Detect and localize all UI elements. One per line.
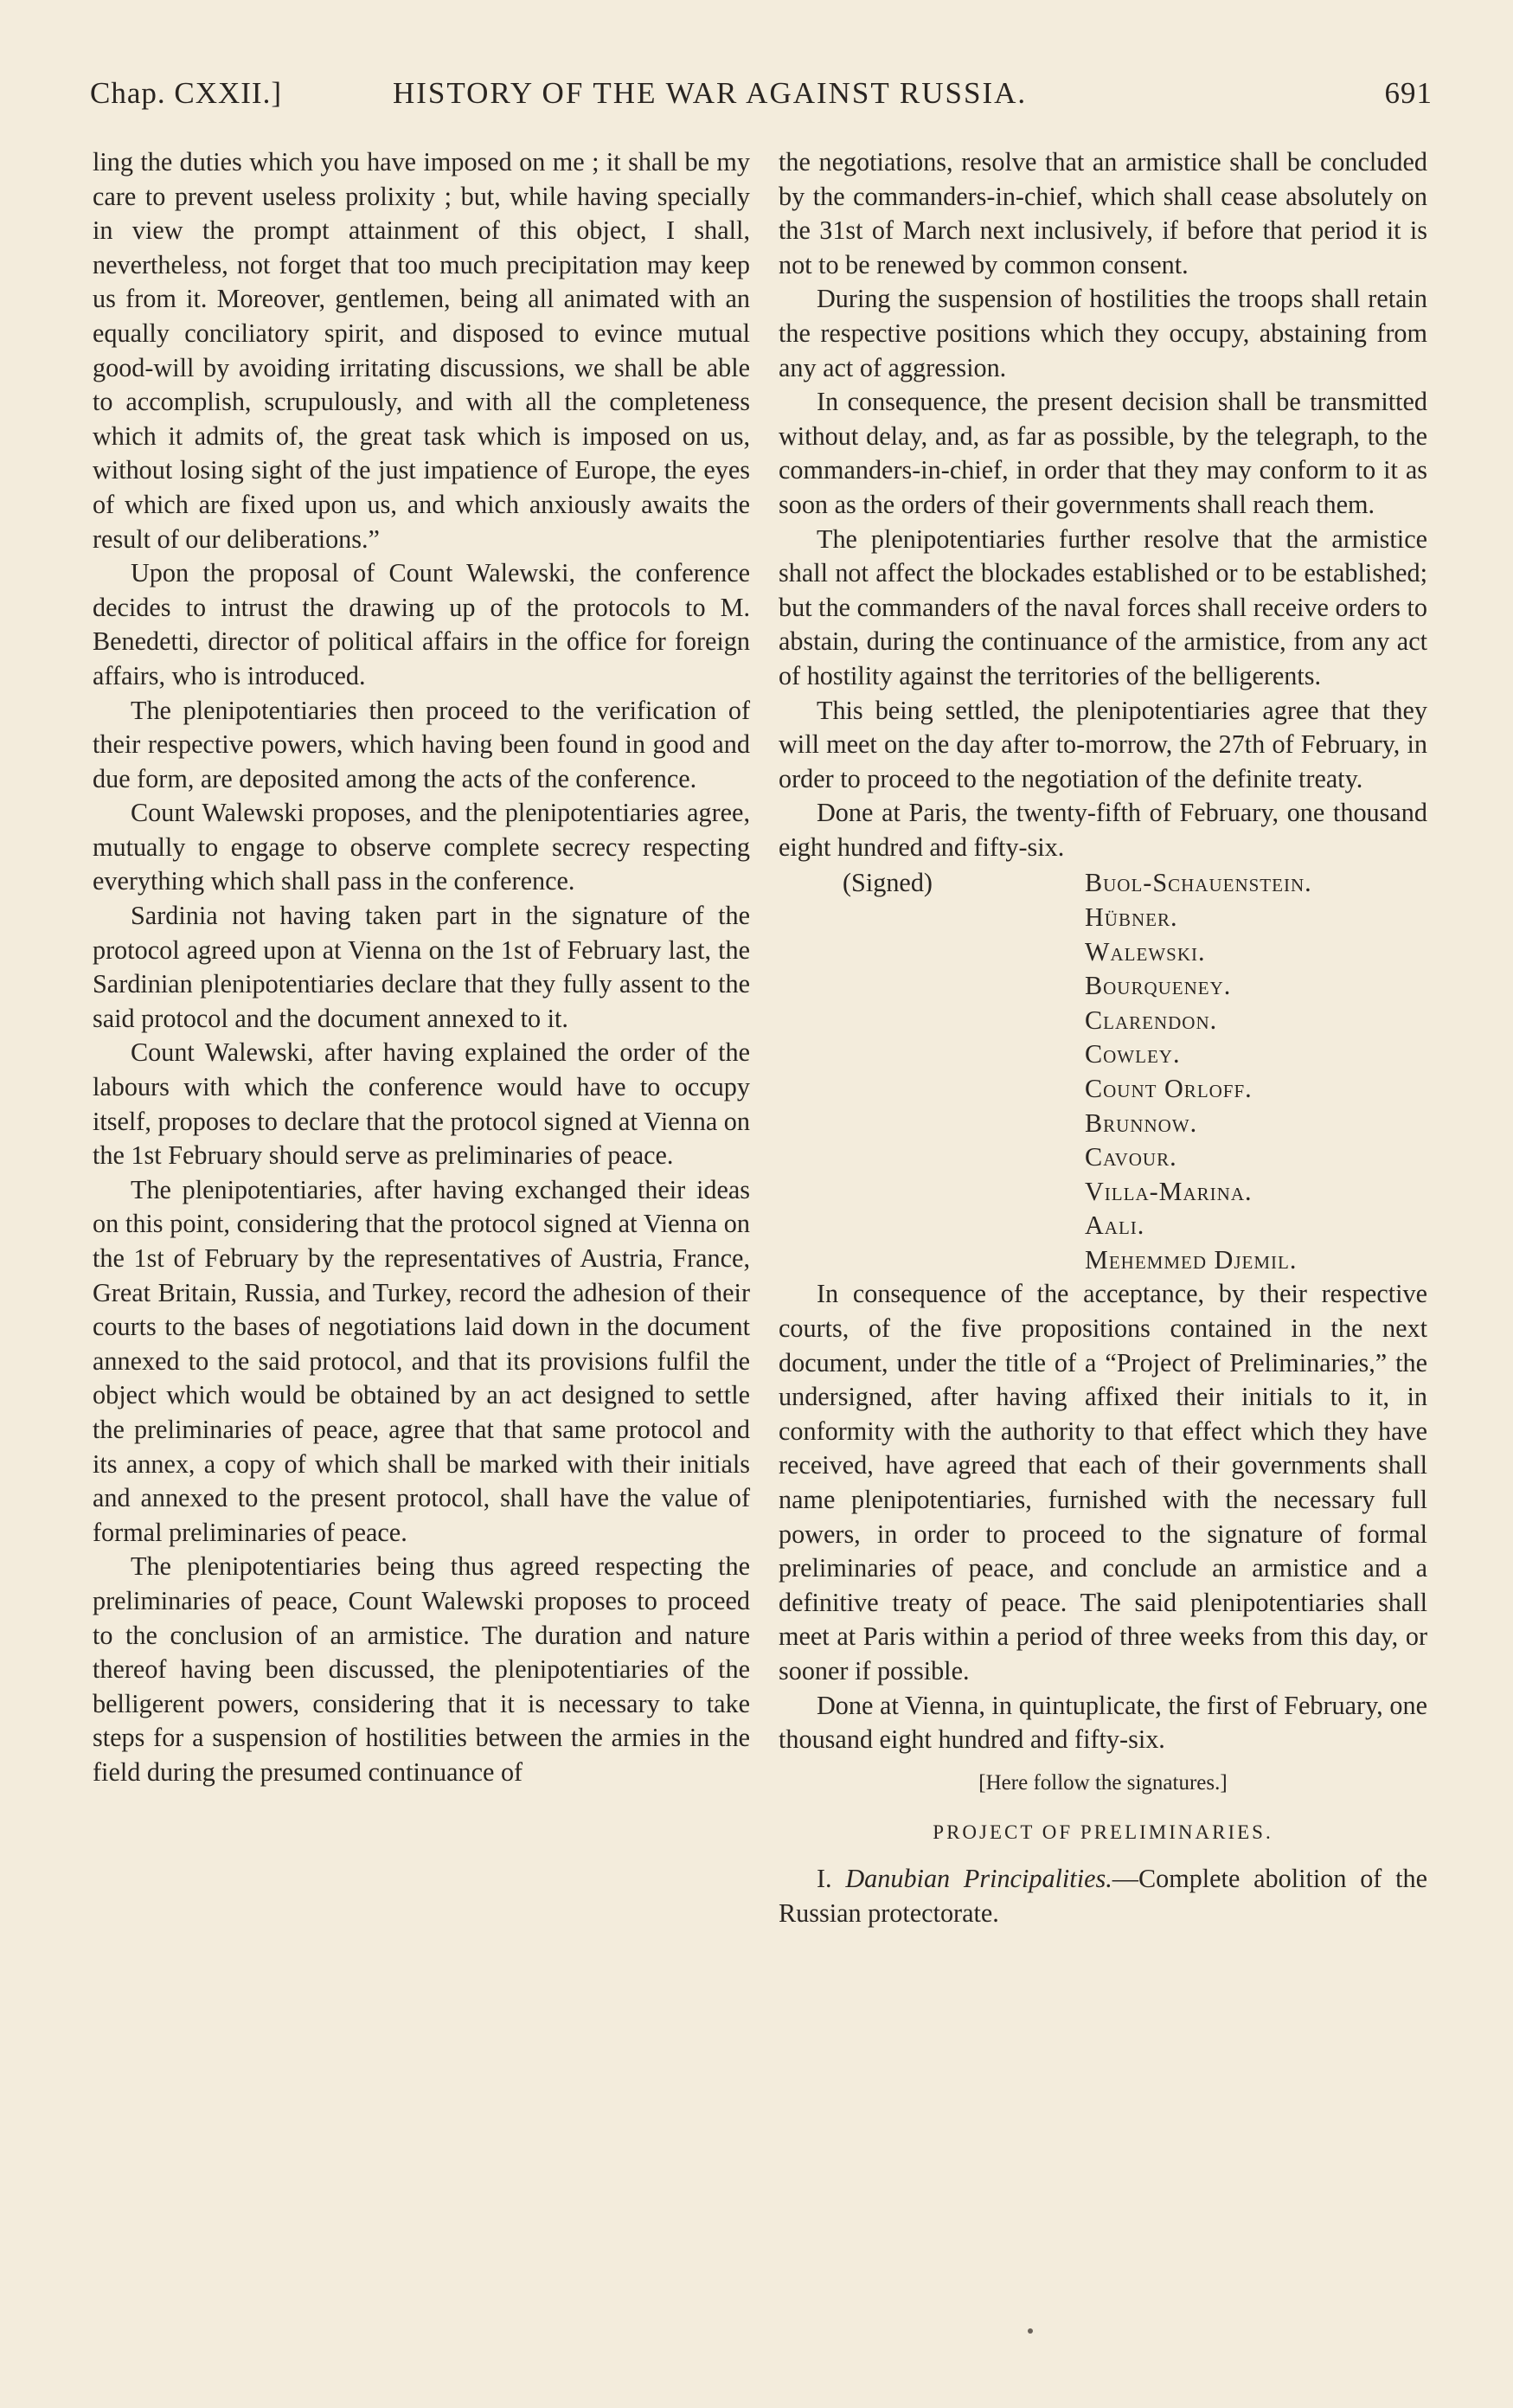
chapter-label: Chap. CXXII.] (90, 76, 282, 110)
running-title: HISTORY OF THE WAR AGAINST RUSSIA. (393, 76, 1028, 110)
paragraph: Done at Vienna, in quintuplicate, the first of February, one thousand eight hundred and fifty-six. (779, 1690, 1427, 1755)
signature-name: Clarendon. (1085, 1005, 1218, 1035)
paragraph: ling the duties which you have imposed on me ; it shall be my care to prevent useless prolixity ; but, while having specially in view the prompt attainment of this object, I shall, nevertheless, not forget that too much precipitation may keep us from it. Moreover, gentlemen, being all animated with an equally conciliatory spirit, and disposed to evince mutual good-will by avoiding irritating discussions, we shall be able to accomplish, scrupulously, and with all the completeness which it admits of, the great task which is imposed on us, without losing sight of the just impatience of Europe, the eyes of which are fixed upon us, and which anxiously awaits the result of our deliberations.” (93, 147, 750, 554)
signed-label: (Signed) (843, 868, 933, 898)
signature-name: Villa-Marina. (1085, 1176, 1253, 1206)
signature-name: Aali. (1085, 1210, 1145, 1241)
signature-name: Cavour. (1085, 1142, 1177, 1172)
paragraph: the negotiations, resolve that an armistice shall be concluded by the commanders-in-chief, which shall cease absolutely on the 31st of March next inclusively, if before that period it is not to be renewed by common consent. (779, 147, 1427, 279)
right-column (779, 145, 1427, 1930)
signature-name: Cowley. (1085, 1039, 1181, 1069)
page-number: 691 (1384, 76, 1433, 110)
paragraph: Done at Paris, the twenty-fifth of February, one thousand eight hundred and fifty-six. (779, 798, 1427, 862)
signature-block (779, 866, 1427, 1277)
paragraph: The plenipotentiaries then proceed to the verification of their respective powers, which having been found in good and due form, are deposited among the acts of the conference. (93, 695, 750, 793)
paragraph: During the suspension of hostilities the troops shall retain the respective positions which they occupy, abstaining from any act of aggression. (779, 284, 1427, 382)
left-column (93, 145, 750, 1790)
signature-name: Brunnow. (1085, 1108, 1198, 1138)
paragraph: Upon the proposal of Count Walewski, the conference decides to intrust the drawing up of the protocols to M. Benedetti, director of political affairs in the office for foreign affairs, who is introduced. (93, 558, 750, 690)
signature-name: Bourqueney. (1085, 971, 1232, 1001)
section-heading (779, 1815, 1427, 1850)
paragraph: Count Walewski, after having explained the order of the labours with which the conference would have to occupy itself, proposes to declare that the protocol signed at Vienna on the 1st February should serve as preliminaries of peace. (93, 1037, 750, 1171)
paragraph: In consequence of the acceptance, by their respective courts, of the five propositions contained in the next document, under the title of a “Project of Preliminaries,” the undersigned, after having affixed their initials to it, in conformity with the authority to that effect which they have received, have agreed that each of their governments shall name plenipotentiaries, furnished with the necessary full powers, in order to proceed to the signature of formal preliminaries of peace, and conclude an armistice and a definitive treaty of peace. The said plenipotentiaries shall meet at Paris within a period of three weeks from this day, or sooner if possible. (779, 1279, 1427, 1686)
section-heading-text: PROJECT OF PRELIMINARIES. (933, 1821, 1273, 1844)
signature-name: Buol-Schauenstein. (1085, 868, 1312, 898)
signature-list (1085, 866, 1312, 1277)
item-text: —Complete abolition of the Russian protectorate. (779, 1863, 1427, 1928)
paragraph: The plenipotentiaries being thus agreed respecting the preliminaries of peace, Count Walewski proposes to proceed to the conclusion of an armistice. The duration and nature thereof having been discussed, the plenipotentiaries of the belligerent powers, considering that it is necessary to take steps for a suspension of hostilities between the armies in the field during the presumed continuance of (93, 1551, 750, 1787)
editorial-note: [Here follow the signatures.] (978, 1770, 1228, 1795)
signature-name: Mehemmed Djemil. (1085, 1245, 1298, 1275)
ink-speck (1028, 2328, 1033, 2334)
item-title: Danubian Principalities. (845, 1863, 1112, 1893)
paragraph: Sardinia not having taken part in the signature of the protocol agreed upon at Vienna on the 1st of February last, the Sardinian plenipotentiaries declare that they fully assent to the said protocol and the document annexed to it. (93, 901, 750, 1033)
signature-name: Count Orloff. (1085, 1074, 1253, 1104)
paragraph: This being settled, the plenipotentiaries agree that they will meet on the day after to-morrow, the 27th of February, in order to proceed to the negotiation of the definite treaty. (779, 695, 1427, 793)
item-number: I. (817, 1863, 832, 1893)
paragraph: The plenipotentiaries, after having exchanged their ideas on this point, considering that the protocol signed at Vienna on the 1st of February by the representatives of Austria, France, Great Britain, Russia, and Turkey, record the adhesion of their courts to the bases of negotiations laid down in the document annexed to the said protocol, and that its provisions fulfil the object which would be obtained by an act designed to settle the preliminaries of peace, agree that that same protocol and its annex, a copy of which shall be marked with their initials and annexed to the present protocol, shall have the value of formal preliminaries of peace. (93, 1174, 750, 1547)
signature-name: Hübner. (1085, 902, 1178, 933)
list-item (779, 1862, 1427, 1930)
running-header (90, 76, 1433, 123)
paragraph: Count Walewski proposes, and the plenipotentiaries agree, mutually to engage to observe complete secrecy respecting everything which shall pass in the conference. (93, 798, 750, 896)
paragraph: The plenipotentiaries further resolve that the armistice shall not affect the blockades established or to be established; but the commanders of the naval forces shall receive orders to abstain, during the continuance of the armistice, from any act of hostility against the territories of the belligerents. (779, 523, 1427, 690)
paragraph: In consequence, the present decision shall be transmitted without delay, and, as far as possible, by the telegraph, to the commanders-in-chief, in order that they may conform to it as soon as the orders of their governments shall reach them. (779, 387, 1427, 519)
signature-name: Walewski. (1085, 936, 1206, 966)
